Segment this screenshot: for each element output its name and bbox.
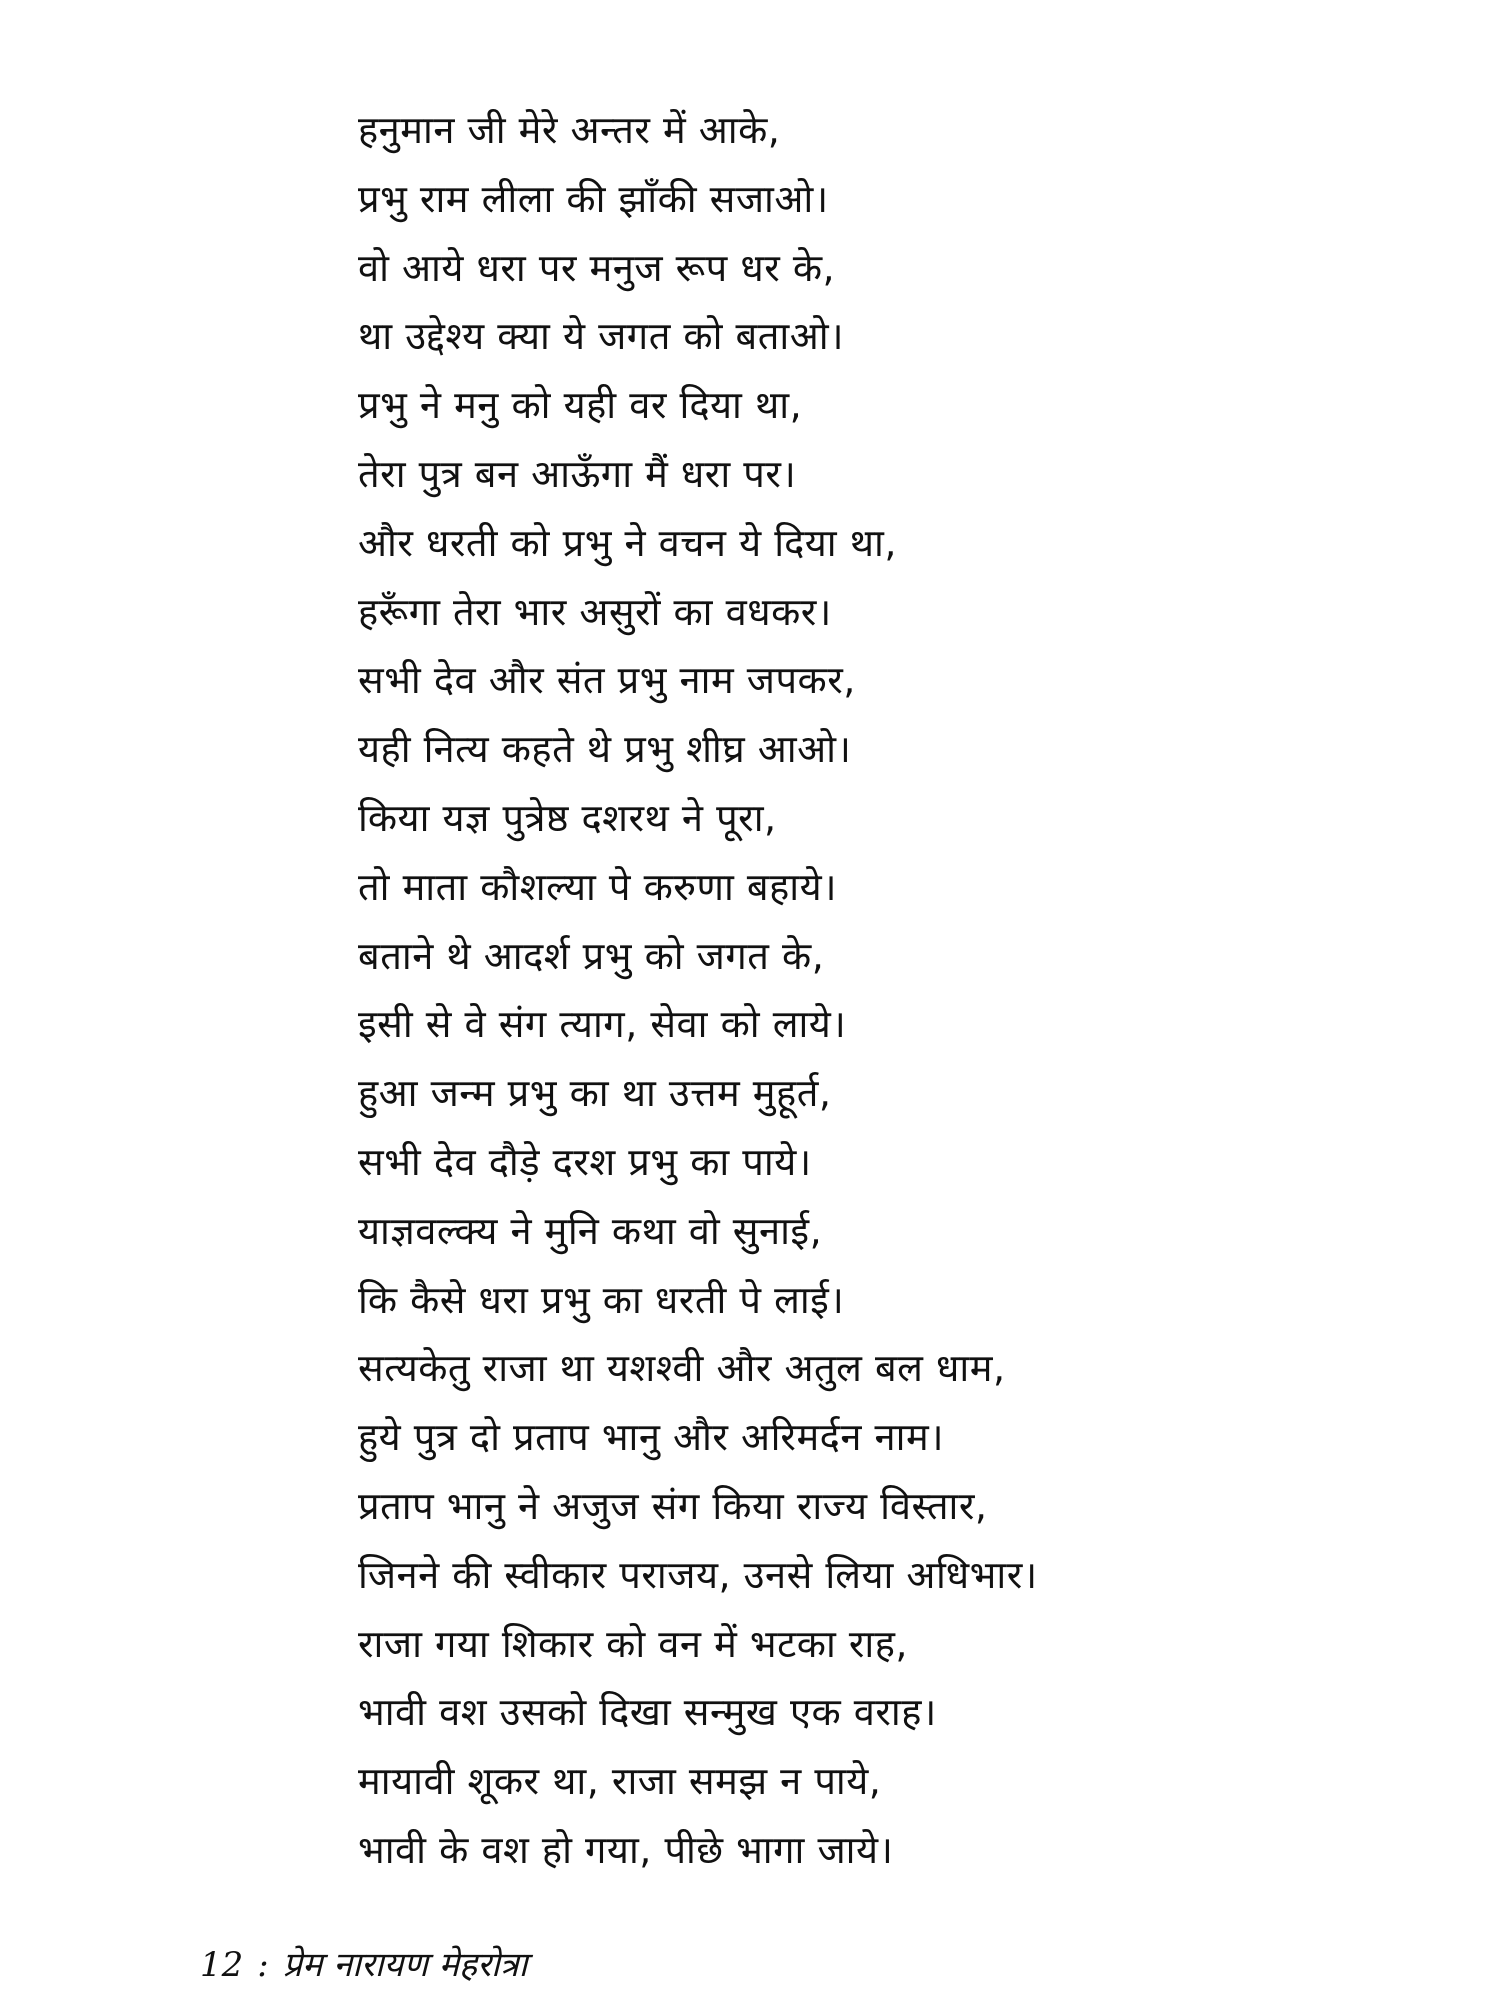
footer-separator: : bbox=[257, 1945, 269, 1985]
poem-line: हुआ जन्म प्रभु का था उत्तम मुहूर्त, bbox=[358, 1071, 832, 1116]
poem-line: था उद्देश्य क्या ये जगत को बताओ। bbox=[358, 314, 845, 359]
poem-line: याज्ञवल्क्य ने मुनि कथा वो सुनाई, bbox=[358, 1208, 823, 1253]
poem-line: सभी देव दौड़े दरश प्रभु का पाये। bbox=[358, 1139, 812, 1184]
poem-text bbox=[358, 96, 1398, 1885]
poem-line: वो आये धरा पर मनुज रूप धर के, bbox=[358, 245, 836, 290]
poem-line: और धरती को प्रभु ने वचन ये दिया था, bbox=[358, 520, 897, 565]
poem-line: इसी से वे संग त्याग, सेवा को लाये। bbox=[358, 1002, 847, 1047]
poem-line: भावी वश उसको दिखा सन्मुख एक वराह। bbox=[358, 1690, 937, 1735]
poem-line: प्रताप भानु ने अजुज संग किया राज्य विस्तार, bbox=[358, 1483, 988, 1528]
poem-line: सत्यकेतु राजा था यशश्वी और अतुल बल धाम, bbox=[358, 1346, 1006, 1391]
poem-line: हनुमान जी मेरे अन्तर में आके, bbox=[358, 108, 781, 152]
poem-line: जिनने की स्वीकार पराजय, उनसे लिया अधिभार। bbox=[358, 1552, 1038, 1597]
poem-line: प्रभु राम लीला की झाँकी सजाओ। bbox=[358, 176, 829, 221]
poem-line: हुये पुत्र दो प्रताप भानु और अरिमर्दन नाम। bbox=[358, 1415, 945, 1460]
poem-line: बताने थे आदर्श प्रभु को जगत के, bbox=[358, 933, 825, 978]
author-name: प्रेम नारायण मेहरोत्रा bbox=[282, 1945, 528, 1985]
poem-line: प्रभु ने मनु को यही वर दिया था, bbox=[358, 383, 803, 428]
poem-line: तो माता कौशल्या पे करुणा बहाये। bbox=[358, 864, 838, 909]
poem-line: राजा गया शिकार को वन में भटका राह, bbox=[358, 1621, 909, 1666]
page-footer bbox=[200, 1945, 527, 1985]
poem-line: यही नित्य कहते थे प्रभु शीघ्र आओ। bbox=[358, 727, 852, 772]
poem-line: मायावी शूकर था, राजा समझ न पाये, bbox=[358, 1759, 882, 1804]
poem-line: भावी के वश हो गया, पीछे भागा जाये। bbox=[358, 1827, 894, 1872]
page-number: 12 bbox=[200, 1945, 244, 1985]
poem-line: किया यज्ञ पुत्रेष्ठ दशरथ ने पूरा, bbox=[358, 795, 777, 840]
poem-line: कि कैसे धरा प्रभु का धरती पे लाई। bbox=[358, 1277, 845, 1322]
poem-line: हरूँगा तेरा भार असुरों का वधकर। bbox=[358, 589, 832, 634]
poem-line: तेरा पुत्र बन आऊँगा मैं धरा पर। bbox=[358, 451, 797, 496]
poem-line: सभी देव और संत प्रभु नाम जपकर, bbox=[358, 658, 856, 703]
